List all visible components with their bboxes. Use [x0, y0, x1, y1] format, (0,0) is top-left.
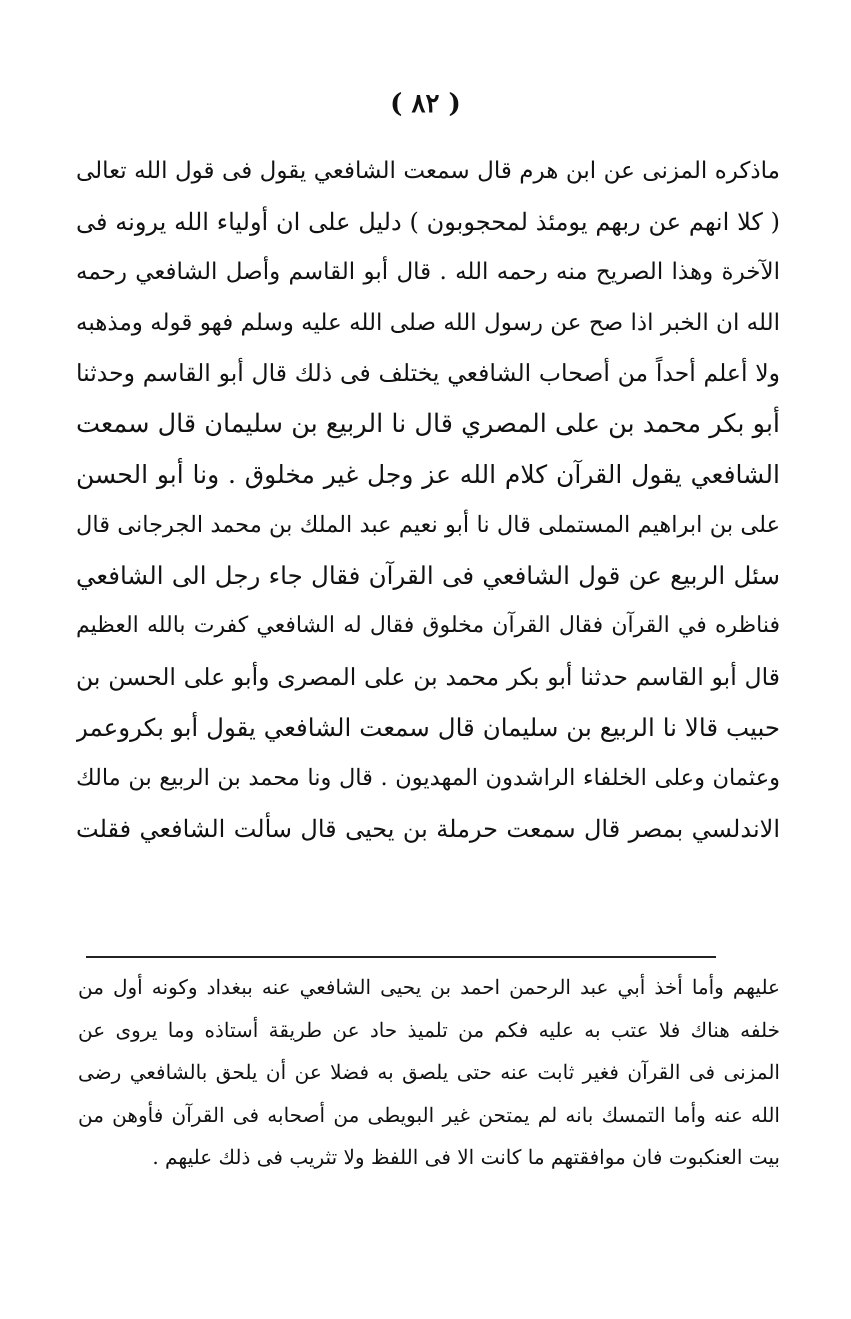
text-line: الاندلسي بمصر قال سمعت حرملة بن يحيى قال سألت الشافعي فقلت	[76, 814, 780, 843]
text-line: ماذكره المزنى عن ابن هرم قال سمعت الشافعي يقول فى قول الله تعالى	[76, 158, 780, 184]
text-line: الشافعي يقول القرآن كلام الله عز وجل غير مخلوق . ونا أبو الحسن	[76, 459, 780, 489]
text-line: على بن ابراهيم المستملى قال نا أبو نعيم عبد الملك بن محمد الجرجانى قال	[76, 512, 780, 539]
text-line: ولا أعلم أحداً من أصحاب الشافعي يختلف فى ذلك قال أبو القاسم وحدثنا	[76, 359, 780, 388]
text-line: حبيب قالا نا الربيع بن سليمان قال سمعت الشافعي يقول أبو بكروعمر	[76, 712, 780, 742]
text-line: سئل الربيع عن قول الشافعي فى القرآن فقال جاء رجل الى الشافعي	[76, 560, 780, 590]
text-line: فناظره في القرآن فقال القرآن مخلوق فقال له الشافعي كفرت بالله العظيم	[76, 613, 780, 639]
text-line: أبو بكر محمد بن على المصري قال نا الربيع بن سليمان قال سمعت	[76, 408, 780, 439]
footnote-line: خلفه هناك فلا عتب به عليه فكم من تلميذ حاد عن طريقة أستاذه وما يروى عن	[78, 1017, 780, 1042]
footnote-line: الله عنه وأما التمسك بانه لم يمتحن غير البويطى من أصحابه فى القرآن فأوهن من	[78, 1102, 780, 1127]
footnote-line: بيت العنكبوت فان موافقتهم ما كانت الا فى اللفظ ولا تثريب فى ذلك عليهم .	[152, 1145, 780, 1170]
text-line: قال أبو القاسم حدثنا أبو بكر محمد بن على المصرى وأبو على الحسن بن	[76, 662, 780, 691]
footnote-line: المزنى فى القرآن فغير ثابت عنه حتى يلصق به فضلا عن أن يلحق بالشافعي رضى	[78, 1060, 780, 1085]
text-line: وعثمان وعلى الخلفاء الراشدون المهديون . قال ونا محمد بن الربيع بن مالك	[76, 765, 780, 792]
main-text-block	[76, 146, 780, 854]
footnote-divider	[86, 956, 716, 958]
text-line: الله ان الخبر اذا صح عن رسول الله صلى الله عليه وسلم فهو قوله ومذهبه	[76, 309, 780, 336]
page-number: ( ٨٢ )	[390, 89, 461, 119]
footnote-line: عليهم وأما أخذ أبي عبد الرحمن احمد بن يحيى الشافعي عنه ببغداد وكونه أول من	[78, 975, 780, 999]
text-line: الآخرة وهذا الصريح منه رحمه الله . قال أبو القاسم وأصل الشافعي رحمه	[76, 259, 780, 286]
text-line: ( كلا انهم عن ربهم يومئذ لمحجوبون ) دليل على ان أولياء الله يرونه فى	[76, 207, 780, 236]
footnote-block	[78, 966, 780, 1179]
